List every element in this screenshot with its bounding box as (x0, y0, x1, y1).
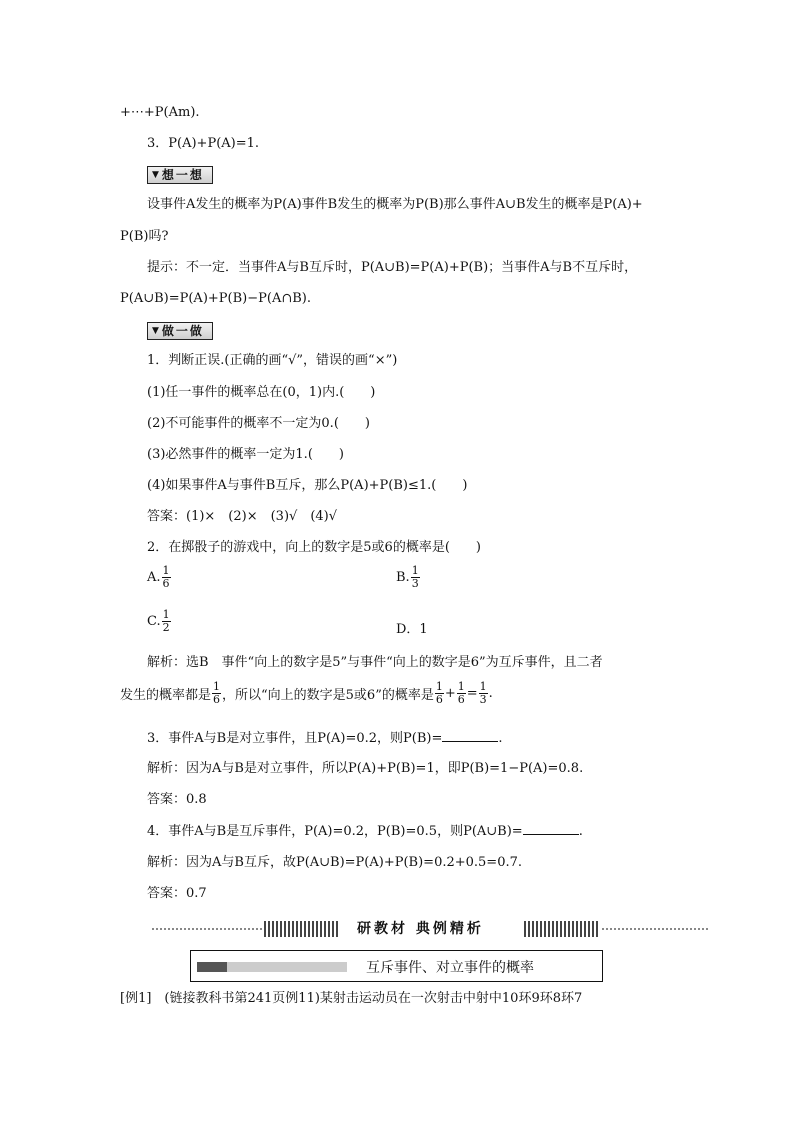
fraction: $\frac{1}{6}$ (457, 680, 465, 706)
fraction: $\frac{1}{2}$ (162, 608, 170, 634)
topic-box (190, 950, 603, 982)
question-1-item: (3)必然事件的概率一定为1.( ) (147, 447, 344, 462)
badge-label: 做一做 (161, 324, 204, 338)
question-1-item: (4)如果事件A与事件B互斥，那么P(A)+P(B)≤1.( ) (147, 478, 468, 493)
text-line: +⋯+P(Am). (120, 105, 200, 120)
fraction: $\frac{1}{6}$ (162, 564, 170, 590)
answer-4: 答案：0.7 (147, 886, 207, 901)
solution-4: 解析：因为A与B互斥，故P(A∪B)=P(A)+P(B)=0.2+0.5=0.7. (147, 855, 523, 870)
do-badge (147, 322, 213, 340)
fraction: $\frac{1}{3}$ (411, 564, 419, 590)
fraction: $\frac{1}{3}$ (479, 680, 487, 706)
solution-2: 解析：选B 事件“向上的数字是5”与事件“向上的数字是6”为互斥事件，且二者 (147, 655, 603, 670)
fraction: $\frac{1}{6}$ (435, 680, 443, 706)
question-1: 1．判断正误.(正确的画“√”，错误的画“×”) (147, 353, 398, 368)
text-line: 设事件A发生的概率为P(A)事件B发生的概率为P(B)那么事件A∪B发生的概率是P(A)+ (147, 197, 643, 212)
arrow-right-icon (264, 921, 340, 937)
triangle-down-icon: ▼ (152, 170, 159, 180)
choice-a (147, 565, 172, 590)
answer-1: 答案：(1)× (2)× (3)√ (4)√ (147, 509, 338, 524)
arrow-left-icon (524, 921, 600, 937)
question-2: 2．在掷骰子的游戏中，向上的数字是5或6的概率是( ) (147, 540, 481, 555)
example-1: [例1] (链接教科书第241页例11)某射击运动员在一次射击中射中10环9环8环7 (120, 991, 583, 1006)
answer-blank (442, 729, 498, 742)
hint-line: P(A∪B)=P(A)+P(B)−P(A∩B). (120, 291, 311, 306)
section-title: 研教材 典例精析 (357, 921, 484, 937)
answer-3: 答案：0.8 (147, 792, 207, 807)
hint-line: 提示：不一定．当事件A与B互斥时，P(A∪B)=P(A)+P(B)；当事件A与B不互斥时， (147, 260, 638, 275)
question-1-item: (1)任一事件的概率总在(0，1)内.( ) (147, 385, 376, 400)
question-4: 4．事件A与B是互斥事件，P(A)=0.2，P(B)=0.5，则P(A∪B)= . (147, 824, 583, 839)
answer-blank (523, 822, 579, 835)
triangle-down-icon: ▼ (152, 326, 159, 336)
choice-label: A. (147, 570, 161, 585)
solution-2-cont: 发生的概率都是 $\frac{1}{6}$ ，所以“向上的数字是5或6”的概率是 $\frac{1}{6}$ + $\frac{1}{6}$ = $\frac{1}{3}$ . (120, 680, 493, 706)
choice-d: D．1 (396, 622, 428, 637)
topic-tag (197, 962, 347, 972)
divider (152, 928, 262, 930)
choice-b (396, 565, 421, 590)
choice-c (147, 609, 172, 634)
choice-label: C. (147, 614, 161, 629)
question-1-item: (2)不可能事件的概率不一定为0.( ) (147, 416, 370, 431)
topic-title: 互斥事件、对立事件的概率 (366, 960, 534, 976)
choice-label: B. (396, 570, 410, 585)
badge-label: 想一想 (161, 168, 204, 182)
section-banner (152, 918, 708, 940)
divider (602, 928, 708, 930)
fraction: $\frac{1}{6}$ (213, 680, 221, 706)
solution-3: 解析：因为A与B是对立事件，所以P(A)+P(B)=1，即P(B)=1−P(A)=0.8. (147, 761, 584, 776)
text-line: 3．P(A)+P(A)=1. (147, 136, 260, 151)
question-3: 3．事件A与B是对立事件，且P(A)=0.2，则P(B)= . (147, 731, 503, 746)
text-line: P(B)吗? (120, 229, 169, 244)
think-badge (147, 166, 213, 184)
